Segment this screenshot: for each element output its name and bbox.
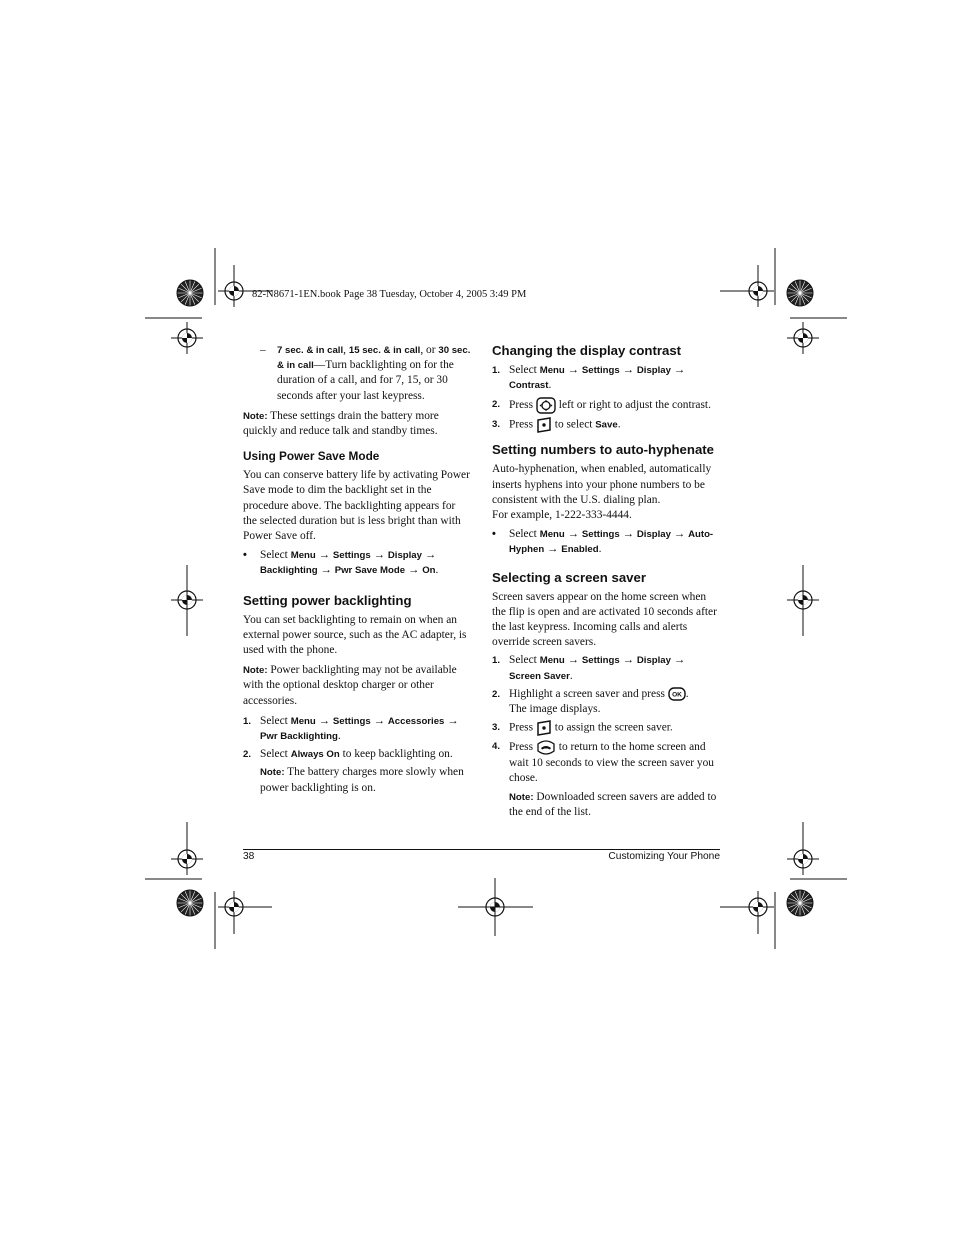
arrow-icon: → — [622, 364, 634, 376]
note-text: The battery charges more slowly when power backlighting is on. — [260, 766, 464, 794]
note-text: These settings drain the battery more quickly and reduce talk and standby times. — [243, 409, 439, 438]
arrow-icon: → — [407, 564, 420, 577]
list-item: 2. Select Always On to keep backlighting on. — [243, 747, 471, 762]
left-column — [243, 343, 471, 796]
note-label: Note: — [260, 767, 285, 779]
step-number: 3. — [492, 419, 501, 431]
section-heading-power-save: Using Power Save Mode — [243, 449, 380, 464]
ok-key-icon — [668, 687, 686, 701]
step-number: 1. — [492, 655, 501, 667]
list-item: 1. Select Menu → Settings → Display → Screen Saver. — [492, 654, 686, 682]
registration-target-icon — [218, 891, 250, 923]
registration-target-icon — [787, 843, 819, 875]
paragraph: Screen savers appear on the home screen when the flip is open and are activated 10 seconds after the last keypress. Incoming calls and alerts override screen savers. — [492, 590, 717, 649]
paragraph: You can set backlighting to remain on when an external power source, such as the AC adapter, is used with the phone. — [243, 613, 467, 657]
note-text: Downloaded screen savers are added to the end of the list. — [509, 790, 717, 818]
note-label: Note: — [243, 410, 268, 422]
step-number: 1. — [243, 715, 252, 727]
registration-star-icon — [177, 890, 203, 916]
arrow-icon: → — [373, 714, 385, 727]
registration-target-icon — [171, 322, 203, 354]
arrow-icon: → — [673, 364, 686, 376]
step-number: 1. — [492, 365, 501, 376]
option-30sec: 30 sec. & in call — [277, 345, 471, 372]
list-item: • Select Menu → Settings → Display → Backlighting → Pwr Save Mode → On. — [243, 549, 439, 577]
list-item: 4. Press to return to the home screen and wait 10 seconds to view the screen saver you chose. — [492, 741, 714, 785]
registration-target-icon — [218, 275, 250, 307]
arrow-icon: → — [373, 549, 385, 562]
bullet-marker: • — [243, 549, 247, 562]
paragraph: Auto-hyphenation, when enabled, automatically inserts hyphens into your phone numbers to be consistent with the U.S. dialing plan. — [492, 463, 712, 506]
section-heading-power-backlighting: Setting power backlighting — [243, 592, 412, 608]
step-number: 2. — [243, 749, 252, 761]
arrow-icon: → — [567, 364, 580, 376]
list-item: 3. Press to select Save. — [492, 417, 720, 433]
arrow-icon: → — [673, 654, 686, 667]
arrow-icon: → — [447, 714, 459, 727]
right-softkey-icon — [536, 417, 552, 433]
print-slug: 82-N8671-1EN.book Page 38 Tuesday, October 4, 2005 3:49 PM — [252, 289, 527, 300]
footer-rule — [243, 849, 720, 850]
list-item: 2. Highlight a screen saver and press OK . The image displays. — [492, 687, 689, 716]
list-item: 2. Press left or right to adjust the contrast. — [492, 397, 720, 414]
section-heading-contrast: Changing the display contrast — [492, 343, 682, 358]
dash-marker: – — [260, 344, 266, 356]
arrow-icon: → — [622, 528, 634, 541]
dash-item-text: —Turn backlighting on for the duration of a call, and for 7, 15, or 30 seconds after your last keypress. — [277, 359, 454, 402]
note — [243, 663, 471, 709]
navigation-key-icon — [536, 397, 556, 414]
right-column — [492, 343, 720, 820]
note-text: Power backlighting may not be available with the optional desktop charger or other accessories. — [243, 664, 457, 707]
arrow-icon: → — [318, 714, 331, 727]
registration-target-icon — [787, 322, 819, 354]
list-item: 3. Press to assign the screen saver. — [492, 720, 720, 736]
step-number: 3. — [492, 722, 501, 734]
ok-key-label: OK — [671, 691, 682, 699]
list-item: • Select Menu → Settings → Display → Auto-Hyphen → Enabled. — [492, 528, 714, 556]
end-key-icon — [536, 739, 556, 756]
example-text: For example, 1-222-333-4444. — [492, 509, 632, 522]
step-number: 2. — [492, 688, 501, 700]
arrow-icon: → — [567, 528, 580, 541]
step-number: 2. — [492, 399, 501, 411]
note — [243, 409, 471, 439]
option-7sec: 7 sec. & in call — [277, 345, 344, 356]
registration-target-icon — [742, 891, 774, 923]
note — [492, 790, 720, 820]
list-item: – 7 sec. & in call, 15 sec. & in call, or 30 sec. & in call—Turn backlighting on for the duration of a call, and for 7, 15, or 30 seconds after your last keypress. — [260, 344, 471, 402]
section-heading-screen-saver: Selecting a screen saver — [492, 569, 646, 585]
list-item: 1. Select Menu → Settings → Display → Contrast. — [492, 364, 686, 392]
step-number: 4. — [492, 741, 501, 753]
registration-target-icon — [171, 843, 203, 875]
section-heading-auto-hyphenate: Setting numbers to auto-hyphenate — [492, 442, 714, 458]
right-softkey-icon — [536, 720, 552, 736]
paragraph: You can conserve battery life by activating Power Save mode to dim the backlight set in the procedure above. The backlighting appears for the selected duration but is less bright than with Power Save off. — [243, 469, 470, 543]
registration-star-icon — [177, 280, 203, 306]
registration-star-icon — [787, 890, 813, 916]
arrow-icon: → — [318, 549, 331, 562]
arrow-icon: → — [547, 543, 559, 556]
option-15sec: 15 sec. & in call — [348, 345, 421, 356]
note-label: Note: — [243, 665, 268, 677]
arrow-icon: → — [567, 654, 580, 667]
registration-target-icon — [742, 275, 774, 307]
list-item: 1. Select Menu → Settings → Accessories → Pwr Backlighting. — [243, 714, 459, 743]
arrow-icon: → — [673, 528, 686, 541]
note-label: Note: — [509, 791, 534, 803]
page-number: 38 — [243, 851, 255, 862]
arrow-icon: → — [320, 564, 332, 577]
bullet-marker: • — [492, 528, 496, 541]
arrow-icon: → — [424, 549, 437, 562]
arrow-icon: → — [622, 654, 634, 667]
registration-star-icon — [787, 280, 813, 306]
note — [243, 765, 471, 795]
running-footer: Customizing Your Phone — [608, 851, 720, 862]
